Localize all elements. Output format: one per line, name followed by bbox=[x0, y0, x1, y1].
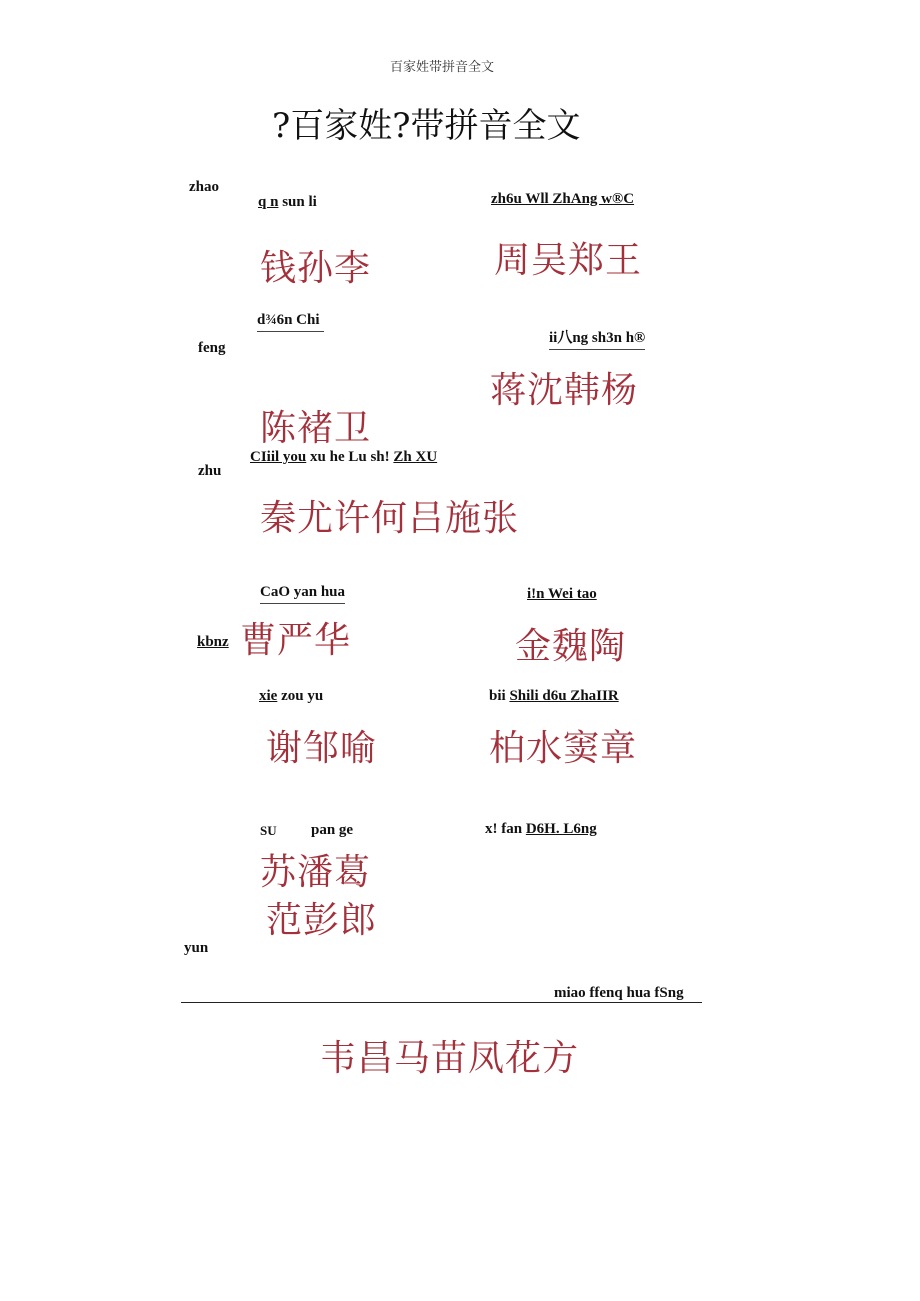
horizontal-rule bbox=[181, 1002, 702, 1003]
hanzi-xie-zou-yu: 谢邹喻 bbox=[266, 728, 378, 769]
pinyin-zhao: zhao bbox=[189, 179, 219, 195]
pinyin-part: q n bbox=[258, 194, 279, 210]
hanzi-chen-chu-wei: 陈褚卫 bbox=[260, 408, 372, 449]
pinyin-xi-fan-peng-lang bbox=[485, 821, 597, 838]
page-header: 百家姓带拼音全文 bbox=[390, 60, 495, 75]
pinyin-pan-ge: pan ge bbox=[311, 822, 354, 838]
pinyin-part: xie bbox=[259, 688, 278, 704]
pinyin-jiang-shen-han-yang: ii八ng sh3n h® bbox=[549, 326, 645, 350]
pinyin-chen-chu-wei: d¾6n Chi bbox=[257, 312, 324, 332]
pinyin-part: D6H. L6ng bbox=[525, 821, 597, 837]
pinyin-part: xu he Lu sh! bbox=[306, 449, 394, 465]
pinyin-part: sun li bbox=[278, 194, 317, 210]
hanzi-zhou-wu-zheng-wang: 周吴郑王 bbox=[494, 240, 643, 281]
page-title: ?百家姓?带拼音全文 bbox=[272, 106, 581, 146]
pinyin-part: Shili d6u ZhaIIR bbox=[509, 688, 619, 704]
pinyin-part: zou yu bbox=[277, 688, 324, 704]
pinyin-su: SU bbox=[260, 823, 277, 838]
hanzi-wei-chang-ma-miao-feng-hua-fang: 韦昌马苗凤花方 bbox=[320, 1038, 580, 1079]
pinyin-zhou-wu-zheng-wang: zh6u Wll ZhAng w®C bbox=[491, 191, 635, 207]
hanzi-bai-shui-dou-zhang: 柏水窦章 bbox=[489, 728, 638, 769]
hanzi-qian-sun-li: 钱孙李 bbox=[260, 248, 372, 289]
pinyin-jin-wei-tao: i!n Wei tao bbox=[527, 586, 597, 602]
pinyin-part: x! fan bbox=[485, 821, 526, 837]
pinyin-qian-sun-li bbox=[258, 194, 317, 211]
hanzi-qin-you-xu-he-lu-shi-zhang: 秦尤许何吕施张 bbox=[260, 498, 520, 539]
pinyin-kbnz: kbnz bbox=[197, 634, 229, 650]
hanzi-jiang-shen-han-yang: 蒋沈韩杨 bbox=[490, 370, 639, 411]
pinyin-yun: yun bbox=[184, 940, 209, 956]
pinyin-qin-you-xu-he-lu-shi-zhang bbox=[250, 449, 437, 466]
hanzi-fan-peng-lang: 范彭郎 bbox=[266, 900, 378, 941]
pinyin-feng: feng bbox=[198, 340, 226, 356]
pinyin-xie-zou-yu bbox=[259, 688, 323, 705]
pinyin-part: bii bbox=[489, 688, 510, 704]
pinyin-bai-shui-dou-zhang bbox=[489, 688, 619, 705]
pinyin-wei-chang-ma-miao-feng-hua-fang: miao ffenq hua fSng bbox=[554, 985, 684, 1001]
hanzi-cao-yan-hua: 曹严华 bbox=[240, 620, 352, 661]
pinyin-part: CIiil you bbox=[250, 449, 307, 465]
pinyin-part: Zh XU bbox=[393, 449, 438, 465]
hanzi-su-pan-ge: 苏潘葛 bbox=[260, 852, 372, 893]
hanzi-jin-wei-tao: 金魏陶 bbox=[515, 626, 627, 667]
pinyin-cao-yan-hua: CaO yan hua bbox=[260, 584, 345, 604]
pinyin-zhu: zhu bbox=[198, 463, 222, 479]
